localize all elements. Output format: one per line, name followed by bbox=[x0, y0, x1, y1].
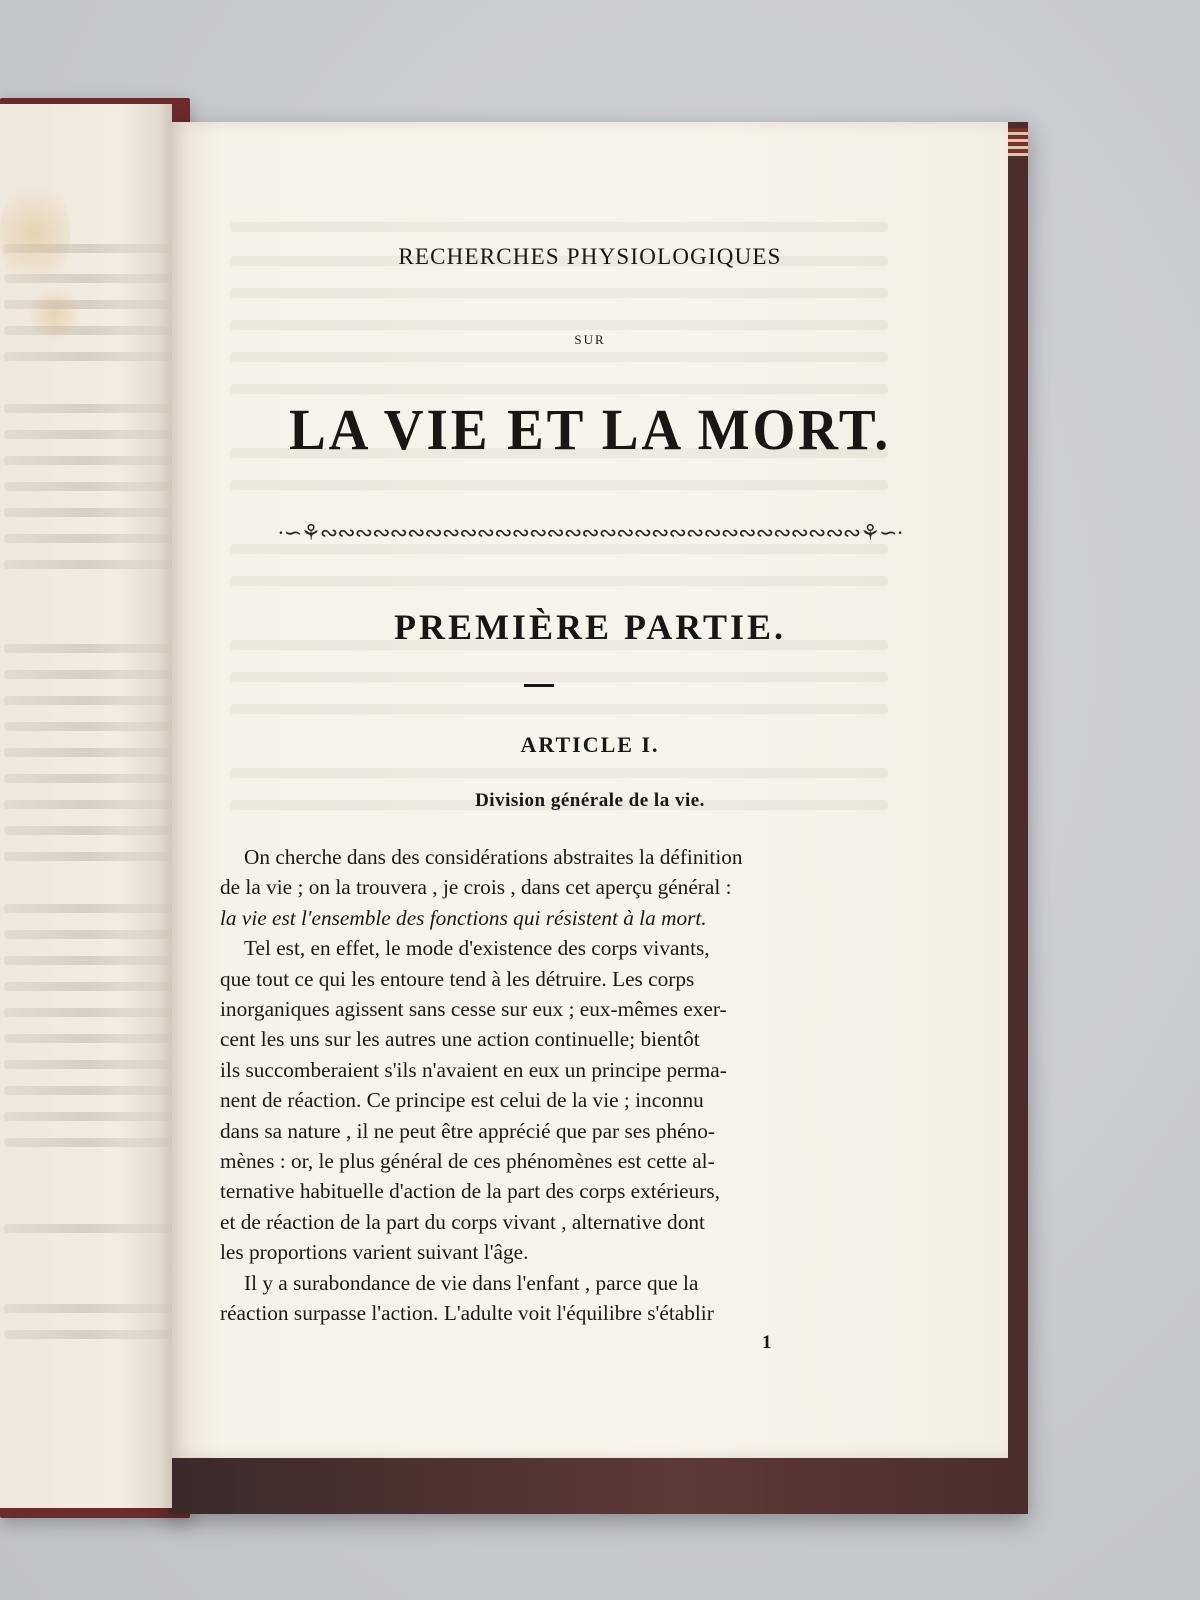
show-through-line bbox=[230, 222, 888, 232]
show-through-line bbox=[4, 982, 169, 991]
definition-line: la vie est l'ensemble des fonctions qui résistent à la mort. bbox=[220, 905, 707, 930]
show-through-line bbox=[4, 800, 169, 809]
main-title: LA VIE ET LA MORT. bbox=[288, 397, 892, 462]
article-subheading: Division générale de la vie. bbox=[475, 790, 705, 811]
show-through-line bbox=[4, 1304, 169, 1313]
part-title: PREMIÈRE PARTIE. bbox=[393, 607, 787, 647]
show-through-line bbox=[230, 768, 888, 778]
show-through-line bbox=[4, 644, 169, 653]
show-through-line bbox=[4, 1034, 169, 1043]
show-through-line bbox=[4, 508, 169, 517]
show-through-line bbox=[4, 748, 169, 757]
body-line: les proportions varient suivant l'âge. bbox=[220, 1240, 529, 1265]
body-line: cent les uns sur les autres une action continuelle; bientôt bbox=[220, 1027, 700, 1052]
show-through-line bbox=[4, 1330, 169, 1339]
show-through-line bbox=[4, 956, 169, 965]
show-through-line bbox=[230, 704, 888, 714]
show-through-line bbox=[4, 1224, 169, 1233]
show-through-line bbox=[4, 670, 169, 679]
show-through-line bbox=[4, 404, 169, 413]
show-through-line bbox=[4, 244, 169, 253]
body-line: dans sa nature , il ne peut être apprécié que par ses phéno- bbox=[220, 1118, 715, 1143]
show-through-line bbox=[230, 576, 888, 586]
short-rule bbox=[524, 684, 554, 687]
article-heading: ARTICLE I. bbox=[520, 732, 660, 757]
recto-page bbox=[172, 122, 1008, 1458]
page-number: 1 bbox=[762, 1332, 772, 1353]
body-line: nent de réaction. Ce principe est celui de la vie ; inconnu bbox=[220, 1088, 704, 1113]
show-through-line bbox=[4, 774, 169, 783]
show-through-line bbox=[4, 1138, 169, 1147]
show-through-line bbox=[4, 300, 169, 309]
body-line: que tout ce qui les entoure tend à les détruire. Les corps bbox=[220, 966, 695, 991]
body-line: et de réaction de la part du corps vivant , alternative dont bbox=[220, 1209, 705, 1234]
ornamental-divider: ·∽⚘∾∾∾∾∾∾∾∾∾∾∾∾∾∾∾∾∾∾∾∾∾∾∾∾∾∾∾∾∾∾∾⚘∽· bbox=[277, 520, 903, 545]
body-line: On cherche dans des considérations abstraites la définition bbox=[244, 845, 743, 869]
series-title: RECHERCHES PHYSIOLOGIQUES bbox=[398, 244, 782, 269]
connector-word: SUR bbox=[574, 332, 606, 347]
show-through-line bbox=[4, 430, 169, 439]
show-through-line bbox=[4, 904, 169, 913]
body-line: Tel est, en effet, le mode d'existence des corps vivants, bbox=[244, 936, 710, 961]
show-through-line bbox=[4, 826, 169, 835]
show-through-line bbox=[4, 1008, 169, 1017]
body-line: inorganiques agissent sans cesse sur eux ; eux-mêmes exer- bbox=[220, 997, 727, 1022]
show-through-line bbox=[4, 1112, 169, 1121]
body-line: de la vie ; on la trouvera , je crois , dans cet aperçu général : bbox=[220, 875, 732, 900]
body-text bbox=[220, 842, 856, 1329]
show-through-line bbox=[230, 672, 888, 682]
book-headband bbox=[1008, 128, 1028, 156]
show-through-line bbox=[4, 560, 169, 569]
show-through-line bbox=[4, 534, 169, 543]
show-through-line bbox=[230, 384, 888, 394]
show-through-line bbox=[230, 352, 888, 362]
show-through-line bbox=[230, 480, 888, 490]
show-through-line bbox=[4, 852, 169, 861]
show-through-line bbox=[4, 1060, 169, 1069]
body-line: réaction surpasse l'action. L'adulte voit l'équilibre s'établir bbox=[220, 1301, 714, 1326]
foxing-stain bbox=[30, 284, 80, 344]
show-through-line bbox=[4, 482, 169, 491]
verso-page bbox=[0, 104, 172, 1508]
show-through-line bbox=[4, 352, 169, 361]
show-through-line bbox=[4, 326, 169, 335]
body-line: Il y a surabondance de vie dans l'enfant , parce que la bbox=[244, 1270, 699, 1295]
body-line: ils succomberaient s'ils n'avaient en eux un principe perma- bbox=[220, 1057, 727, 1082]
show-through-line bbox=[230, 288, 888, 298]
show-through-line bbox=[4, 274, 169, 283]
body-line: mènes : or, le plus général de ces phénomènes est cette al- bbox=[220, 1149, 715, 1174]
show-through-line bbox=[230, 320, 888, 330]
show-through-line bbox=[4, 696, 169, 705]
show-through-line bbox=[4, 1086, 169, 1095]
show-through-line bbox=[4, 722, 169, 731]
show-through-line bbox=[4, 456, 169, 465]
show-through-line bbox=[4, 930, 169, 939]
body-line: ternative habituelle d'action de la part des corps extérieurs, bbox=[220, 1179, 720, 1204]
